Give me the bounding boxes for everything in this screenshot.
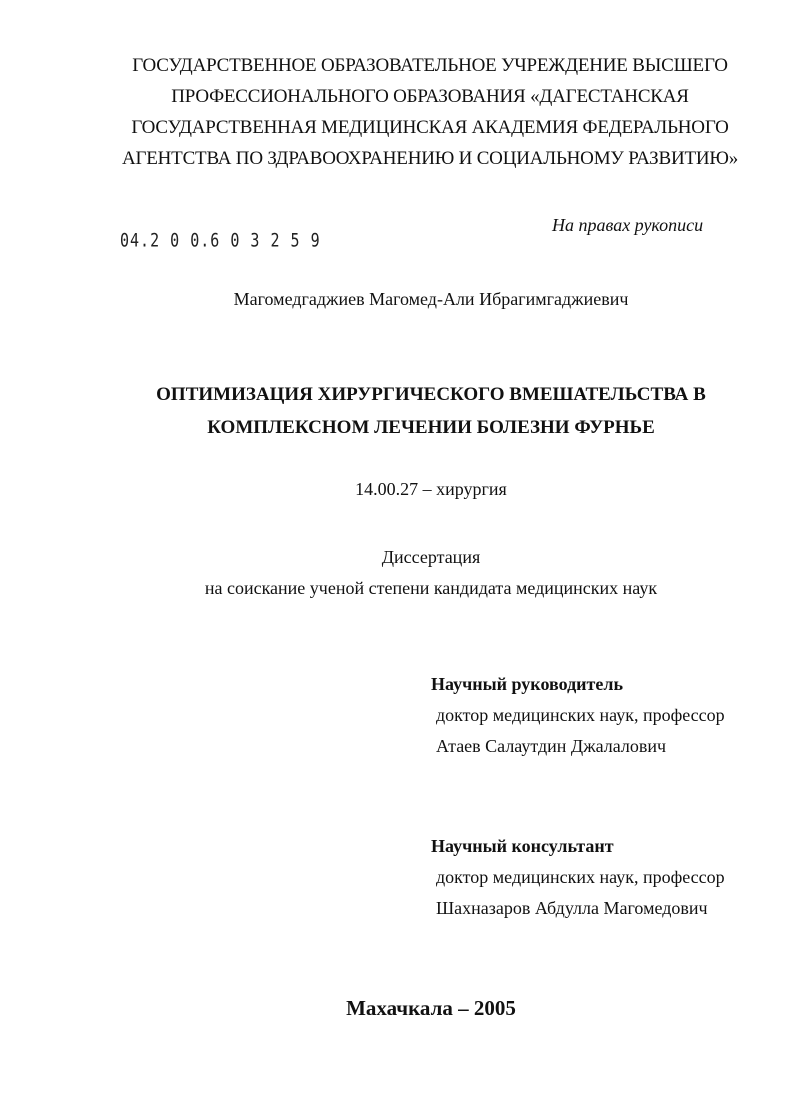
institution-line: ПРОФЕССИОНАЛЬНОГО ОБРАЗОВАНИЯ «ДАГЕСТАНСКАЯ — [171, 86, 689, 107]
work-type — [0, 542, 792, 604]
consultant-role: Научный консультант — [431, 836, 614, 856]
supervisor-block — [431, 669, 725, 762]
institution-header — [60, 50, 792, 174]
library-stamp-number: 04.2 0 0.6 0 3 2 5 9 — [120, 229, 321, 252]
work-type-label: Диссертация — [381, 547, 481, 567]
consultant-degree: доктор медицинских наук, профессор — [436, 867, 725, 887]
institution-line: АГЕНТСТВА ПО ЗДРАВООХРАНЕНИЮ И СОЦИАЛЬНОМУ РАЗВИТИЮ» — [121, 148, 739, 169]
consultant-block — [431, 831, 725, 924]
manuscript-rights-note: На правах рукописи — [552, 215, 704, 235]
specialty-code: 14.00.27 – хирургия — [355, 479, 507, 499]
title-line: ОПТИМИЗАЦИЯ ХИРУРГИЧЕСКОГО ВМЕШАТЕЛЬСТВА В — [156, 384, 706, 405]
institution-line: ГОСУДАРСТВЕННАЯ МЕДИЦИНСКАЯ АКАДЕМИЯ ФЕДЕРАЛЬНОГО — [131, 117, 729, 138]
dissertation-title — [0, 378, 792, 444]
institution-line: ГОСУДАРСТВЕННОЕ ОБРАЗОВАТЕЛЬНОЕ УЧРЕЖДЕНИЕ ВЫСШЕГО — [132, 55, 728, 76]
supervisor-role: Научный руководитель — [431, 674, 623, 694]
author-name: Магомедгаджиев Магомед-Али Ибрагимгаджиевич — [233, 289, 629, 309]
title-line: КОМПЛЕКСНОМ ЛЕЧЕНИИ БОЛЕЗНИ ФУРНЬЕ — [207, 417, 655, 438]
degree-sought: на соискание ученой степени кандидата медицинских наук — [204, 578, 658, 598]
supervisor-degree: доктор медицинских наук, профессор — [436, 705, 725, 725]
place-and-year: Махачкала – 2005 — [346, 996, 516, 1020]
supervisor-name: Атаев Салаутдин Джалалович — [436, 736, 667, 756]
consultant-name: Шахназаров Абдулла Магомедович — [436, 898, 708, 918]
